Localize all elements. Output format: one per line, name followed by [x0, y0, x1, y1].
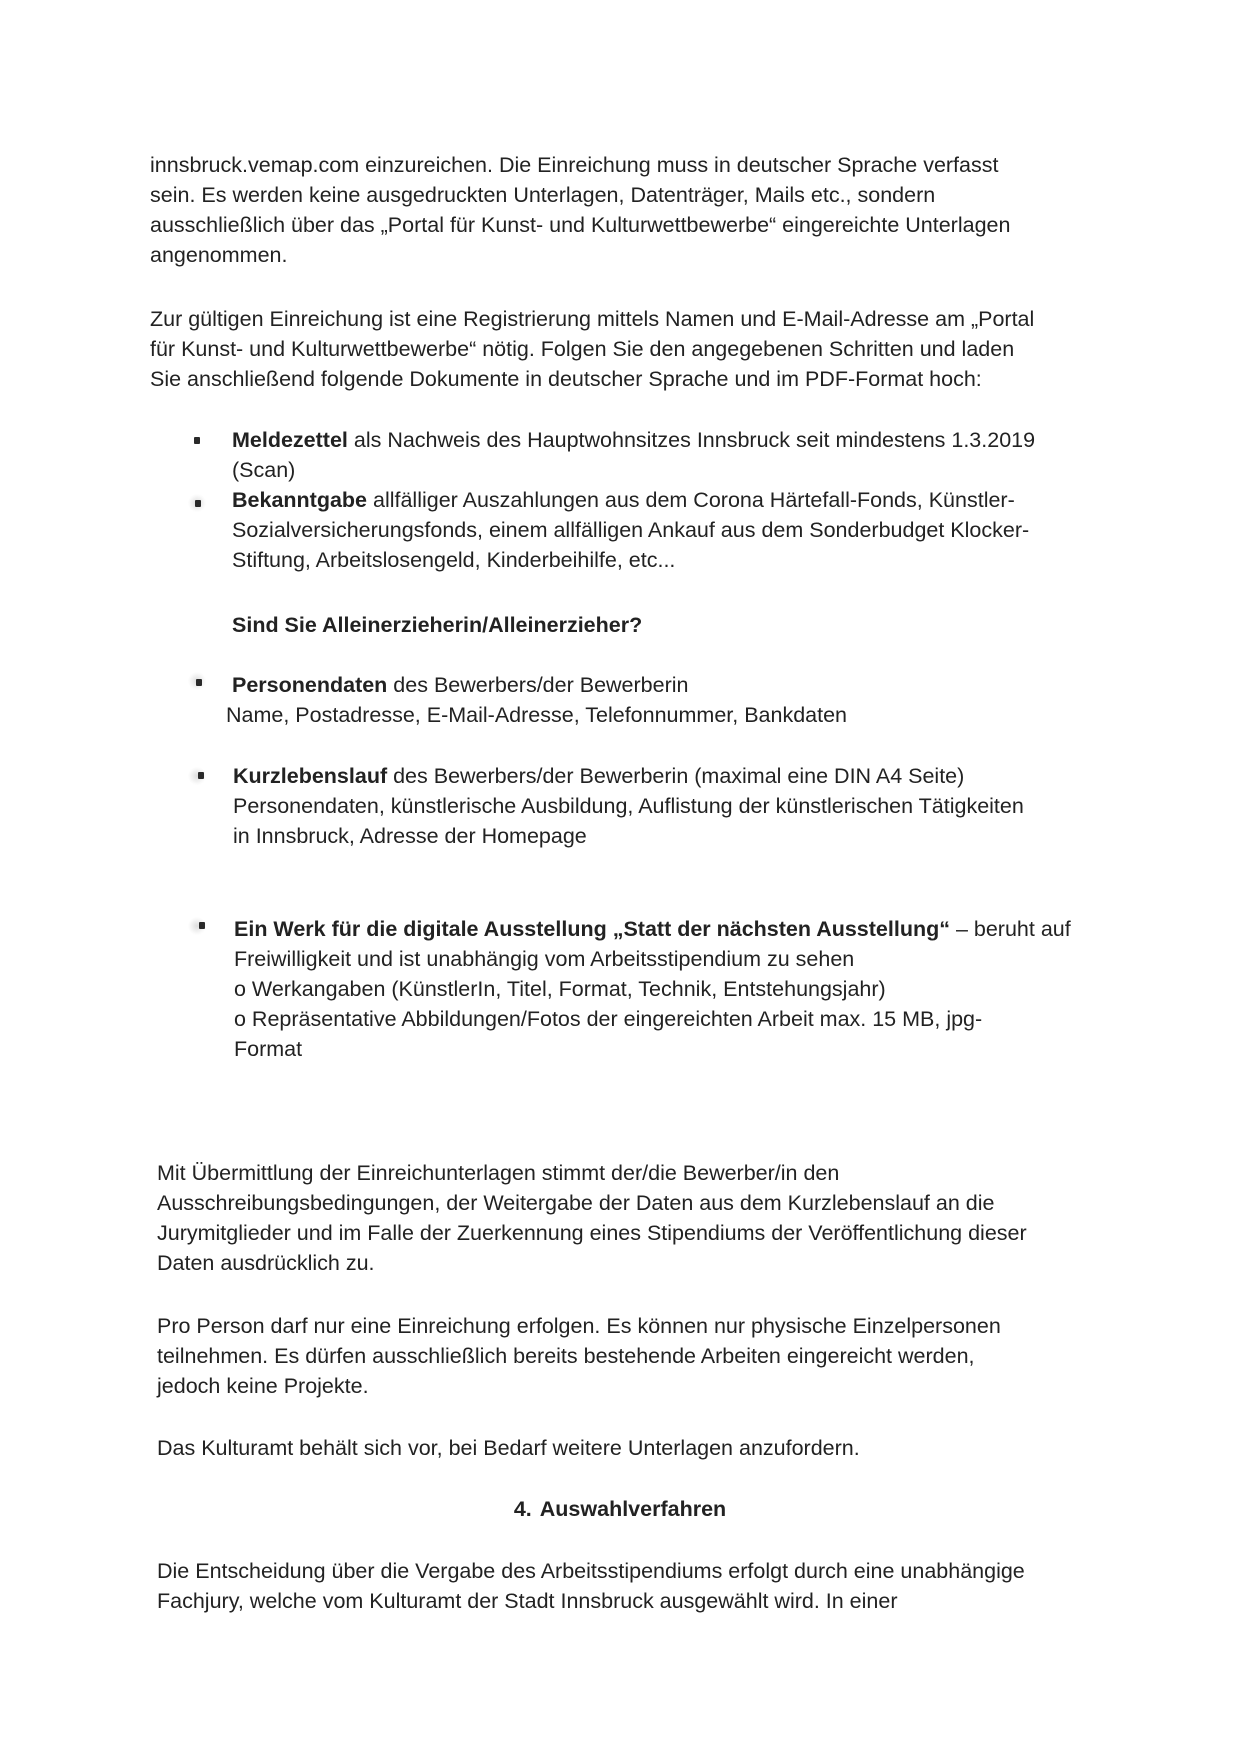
bekanntgabe-text-line2: Sozialversicherungsfonds, einem allfälligen Ankauf aus dem Sonderbudget Klocker-	[232, 518, 1030, 542]
personendaten-text: des Bewerbers/der Bewerberin	[387, 673, 689, 697]
personendaten-text-line2: Name, Postadresse, E-Mail-Adresse, Telefonnummer, Bankdaten	[226, 703, 848, 727]
werk-text-line2: Freiwilligkeit und ist unabhängig vom Arbeitsstipendium zu sehen	[234, 947, 855, 971]
consent-paragraph	[157, 1158, 1027, 1278]
intro-line: angenommen.	[150, 243, 288, 267]
consent-line: Ausschreibungsbedingungen, der Weitergabe der Daten aus dem Kurzlebenslauf an die	[157, 1191, 995, 1215]
section-heading	[0, 1494, 1240, 1524]
registration-line: Zur gültigen Einreichung ist eine Registrierung mittels Namen und E-Mail-Adresse am „Portal	[150, 307, 1035, 331]
kurzlebenslauf-text-line2: Personendaten, künstlerische Ausbildung, Auflistung der künstlerischen Tätigkeiten	[233, 794, 1024, 818]
list-item-meldezettel	[232, 425, 1035, 485]
personendaten-label: Personendaten	[232, 673, 388, 697]
section-number: 4.	[513, 1497, 532, 1521]
meldezettel-text: als Nachweis des Hauptwohnsitzes Innsbruck seit mindestens 1.3.2019	[347, 428, 1036, 452]
list-item-kurzlebenslauf	[233, 761, 1024, 851]
decision-paragraph	[157, 1556, 1025, 1616]
rules-paragraph	[157, 1311, 1001, 1401]
bekanntgabe-label: Bekanntgabe	[232, 488, 368, 512]
list-item-bekanntgabe	[232, 485, 1029, 575]
consent-line: Daten ausdrücklich zu.	[157, 1251, 375, 1275]
bullet-icon	[198, 772, 204, 779]
werk-text-line4: o Repräsentative Abbildungen/Fotos der eingereichten Arbeit max. 15 MB, jpg-	[234, 1007, 983, 1031]
intro-line: innsbruck.vemap.com einzureichen. Die Einreichung muss in deutscher Sprache verfasst	[150, 153, 999, 177]
werk-text-line5: Format	[234, 1037, 303, 1061]
meldezettel-label: Meldezettel	[232, 428, 348, 452]
rules-line: teilnehmen. Es dürfen ausschließlich bereits bestehende Arbeiten eingereicht werden,	[157, 1344, 975, 1368]
registration-paragraph	[150, 304, 1034, 394]
intro-line: ausschließlich über das „Portal für Kunst- und Kulturwettbewerbe“ eingereichte Unterlagen	[150, 213, 1011, 237]
single-parent-question: Sind Sie Alleinerzieherin/Alleinerzieher?	[232, 613, 643, 637]
consent-line: Mit Übermittlung der Einreichunterlagen stimmt der/die Bewerber/in den	[157, 1161, 840, 1185]
kurzlebenslauf-text: des Bewerbers/der Bewerberin (maximal eine DIN A4 Seite)	[387, 764, 965, 788]
werk-text-line3: o Werkangaben (KünstlerIn, Titel, Format, Technik, Entstehungsjahr)	[234, 977, 886, 1001]
intro-paragraph	[150, 150, 1010, 270]
section-title: Auswahlverfahren	[539, 1497, 727, 1521]
meldezettel-text-line2: (Scan)	[232, 458, 296, 482]
kurzlebenslauf-text-line3: in Innsbruck, Adresse der Homepage	[233, 824, 587, 848]
registration-line: für Kunst- und Kulturwettbewerbe“ nötig. Folgen Sie den angegebenen Schritten und laden	[150, 337, 1015, 361]
reserve-line: Das Kulturamt behält sich vor, bei Bedarf weitere Unterlagen anzufordern.	[157, 1436, 860, 1460]
werk-text: – beruht auf	[949, 917, 1071, 941]
bullet-icon	[196, 679, 202, 686]
werk-label: Ein Werk für die digitale Ausstellung „Statt der nächsten Ausstellung“	[234, 917, 950, 941]
bullet-icon	[199, 922, 205, 929]
rules-line: jedoch keine Projekte.	[157, 1374, 369, 1398]
reserve-paragraph	[157, 1433, 860, 1463]
list-item-werk	[234, 914, 1071, 1064]
rules-line: Pro Person darf nur eine Einreichung erfolgen. Es können nur physische Einzelpersonen	[157, 1314, 1001, 1338]
kurzlebenslauf-label: Kurzlebenslauf	[233, 764, 388, 788]
consent-line: Jurymitglieder und im Falle der Zuerkennung eines Stipendiums der Veröffentlichung dieser	[157, 1221, 1027, 1245]
list-item-personendaten	[226, 670, 848, 730]
bullet-icon	[194, 437, 200, 444]
bekanntgabe-text: allfälliger Auszahlungen aus dem Corona Härtefall-Fonds, Künstler-	[367, 488, 1015, 512]
bullet-icon	[195, 500, 201, 507]
intro-line: sein. Es werden keine ausgedruckten Unterlagen, Datenträger, Mails etc., sondern	[150, 183, 936, 207]
registration-line: Sie anschließend folgende Dokumente in deutscher Sprache und im PDF-Format hoch:	[150, 367, 982, 391]
decision-line: Fachjury, welche vom Kulturamt der Stadt Innsbruck ausgewählt wird. In einer	[157, 1589, 898, 1613]
decision-line: Die Entscheidung über die Vergabe des Arbeitsstipendiums erfolgt durch eine unabhängige	[157, 1559, 1025, 1583]
bekanntgabe-text-line3: Stiftung, Arbeitslosengeld, Kinderbeihilfe, etc...	[232, 548, 676, 572]
